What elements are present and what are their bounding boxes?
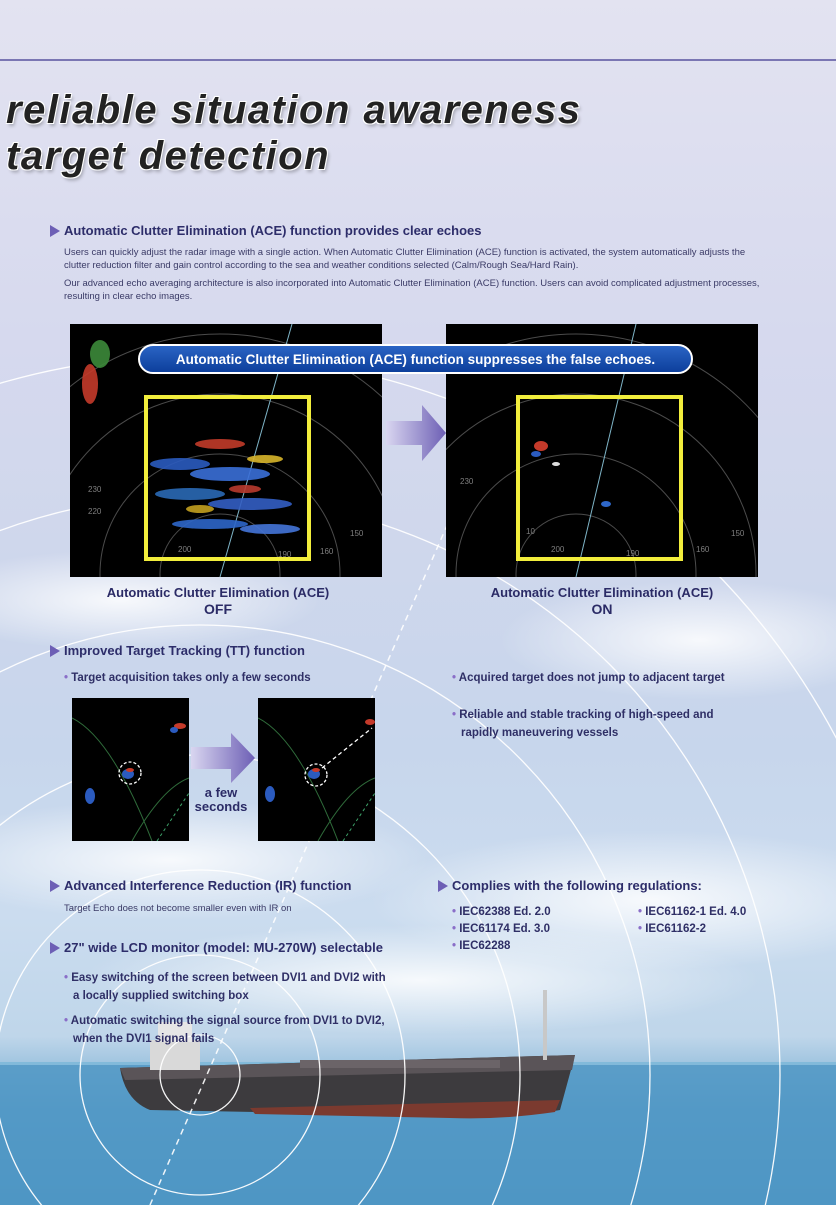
triangle-bullet-icon (438, 880, 448, 892)
tt-bullet-2 (452, 669, 725, 687)
caption-ace-off-state: OFF (204, 601, 232, 617)
tt-bullet-3-line-2: rapidly maneuvering vessels (461, 727, 619, 739)
range-label-on-150: 150 (731, 529, 745, 538)
ir-heading (50, 878, 351, 893)
regs-item: • IEC61174 Ed. 3.0 (452, 923, 551, 935)
range-label-220: 220 (88, 507, 102, 516)
caption-ace-on-state: ON (591, 601, 613, 617)
lcd-bullet-2-line-2: when the DVI1 signal fails (73, 1033, 215, 1045)
bullet-dot-icon: • (64, 1015, 71, 1027)
caption-ace-off-label: Automatic Clutter Elimination (ACE) (106, 585, 330, 600)
regs-item: • IEC62388 Ed. 2.0 (452, 906, 551, 918)
bullet-dot-icon: • (452, 672, 459, 684)
triangle-bullet-icon (50, 645, 60, 657)
ace-heading (50, 223, 482, 238)
tt-bullet-1-text: Target acquisition takes only a few seconds (71, 672, 311, 684)
triangle-bullet-icon (50, 880, 60, 892)
ir-description: Target Echo does not become smaller even with IR on (64, 903, 292, 914)
page-title-line-1: reliable situation awareness (6, 88, 582, 132)
tt-bullet-3 (452, 706, 714, 742)
regs-item: • IEC62288 (452, 940, 511, 952)
range-label-on-230: 230 (460, 477, 474, 486)
range-label-on-10: 10 (526, 527, 535, 536)
regs-list-right (638, 906, 746, 936)
range-label-150: 150 (350, 529, 364, 538)
caption-ace-on-label: Automatic Clutter Elimination (ACE) (490, 585, 714, 600)
triangle-bullet-icon (50, 942, 60, 954)
lcd-heading-text: 27" wide LCD monitor (model: MU-270W) selectable (64, 940, 383, 955)
caption-ace-on (446, 585, 758, 617)
range-label-200: 200 (178, 545, 192, 554)
ace-paragraph-2: Our advanced echo averaging architecture is also incorporated into Automatic Clutter Elimination (ACE) function. Users can avoid complicated adjustment processes, resulting in clear echo images. (64, 278, 760, 302)
ace-paragraph-1: Users can quickly adjust the radar image with a single action. When Automatic Clutter Elimination (ACE) function is activated, the system automatically adjusts the clutter reduction filter and gain control according to the sea and weather conditions selected (Calm/Rough Sea/Hard Rain). (64, 247, 746, 271)
bullet-dot-icon: • (64, 972, 72, 984)
few-seconds-label (186, 786, 256, 814)
page-title-line-2: target detection (6, 134, 331, 178)
tt-heading-text: Improved Target Tracking (TT) function (64, 643, 305, 658)
tt-bullet-2-text: Acquired target does not jump to adjacent target (458, 672, 725, 684)
lcd-bullet-2-line-1: Automatic switching the signal source from DVI1 to DVI2, (70, 1015, 385, 1027)
arrow-right-icon (386, 405, 446, 461)
top-rule (0, 59, 836, 61)
lcd-bullet-1-line-2: a locally supplied switching box (73, 990, 249, 1002)
few-seconds-line-1: a few (204, 785, 238, 800)
lcd-bullet-2 (64, 1012, 385, 1048)
ace-heading-text: Automatic Clutter Elimination (ACE) function provides clear echoes (64, 223, 482, 238)
range-label-on-160: 160 (696, 545, 710, 554)
bullet-dot-icon: • (452, 709, 460, 721)
tt-bullet-1 (64, 669, 311, 687)
tt-radar-before (72, 698, 189, 841)
regs-heading (438, 878, 702, 893)
lcd-bullet-1 (64, 969, 386, 1005)
bullet-dot-icon: • (64, 672, 72, 684)
few-seconds-line-2: seconds (194, 799, 248, 814)
triangle-bullet-icon (50, 225, 60, 237)
lcd-heading (50, 940, 383, 955)
tt-radar-after (258, 698, 375, 841)
range-label-on-200: 200 (551, 545, 565, 554)
range-label-on-190: 190 (626, 549, 640, 558)
tt-heading (50, 643, 305, 658)
arrow-right-icon-tt (191, 733, 255, 783)
regs-heading-text: Complies with the following regulations: (452, 878, 702, 893)
tt-bullet-3-line-1: Reliable and stable tracking of high-speed and (459, 709, 714, 721)
ir-heading-text: Advanced Interference Reduction (IR) function (64, 878, 352, 893)
range-label-160: 160 (320, 547, 334, 556)
regs-item: • IEC61162-2 (638, 923, 706, 935)
range-label-230: 230 (88, 485, 102, 494)
lcd-bullet-1-line-1: Easy switching of the screen between DVI1 and DVI2 with (71, 972, 386, 984)
regs-list-left (452, 906, 551, 953)
range-label-190: 190 (278, 550, 292, 559)
ace-banner: Automatic Clutter Elimination (ACE) function suppresses the false echoes. (138, 344, 693, 374)
regs-item: • IEC61162-1 Ed. 4.0 (638, 906, 747, 918)
caption-ace-off (70, 585, 366, 617)
